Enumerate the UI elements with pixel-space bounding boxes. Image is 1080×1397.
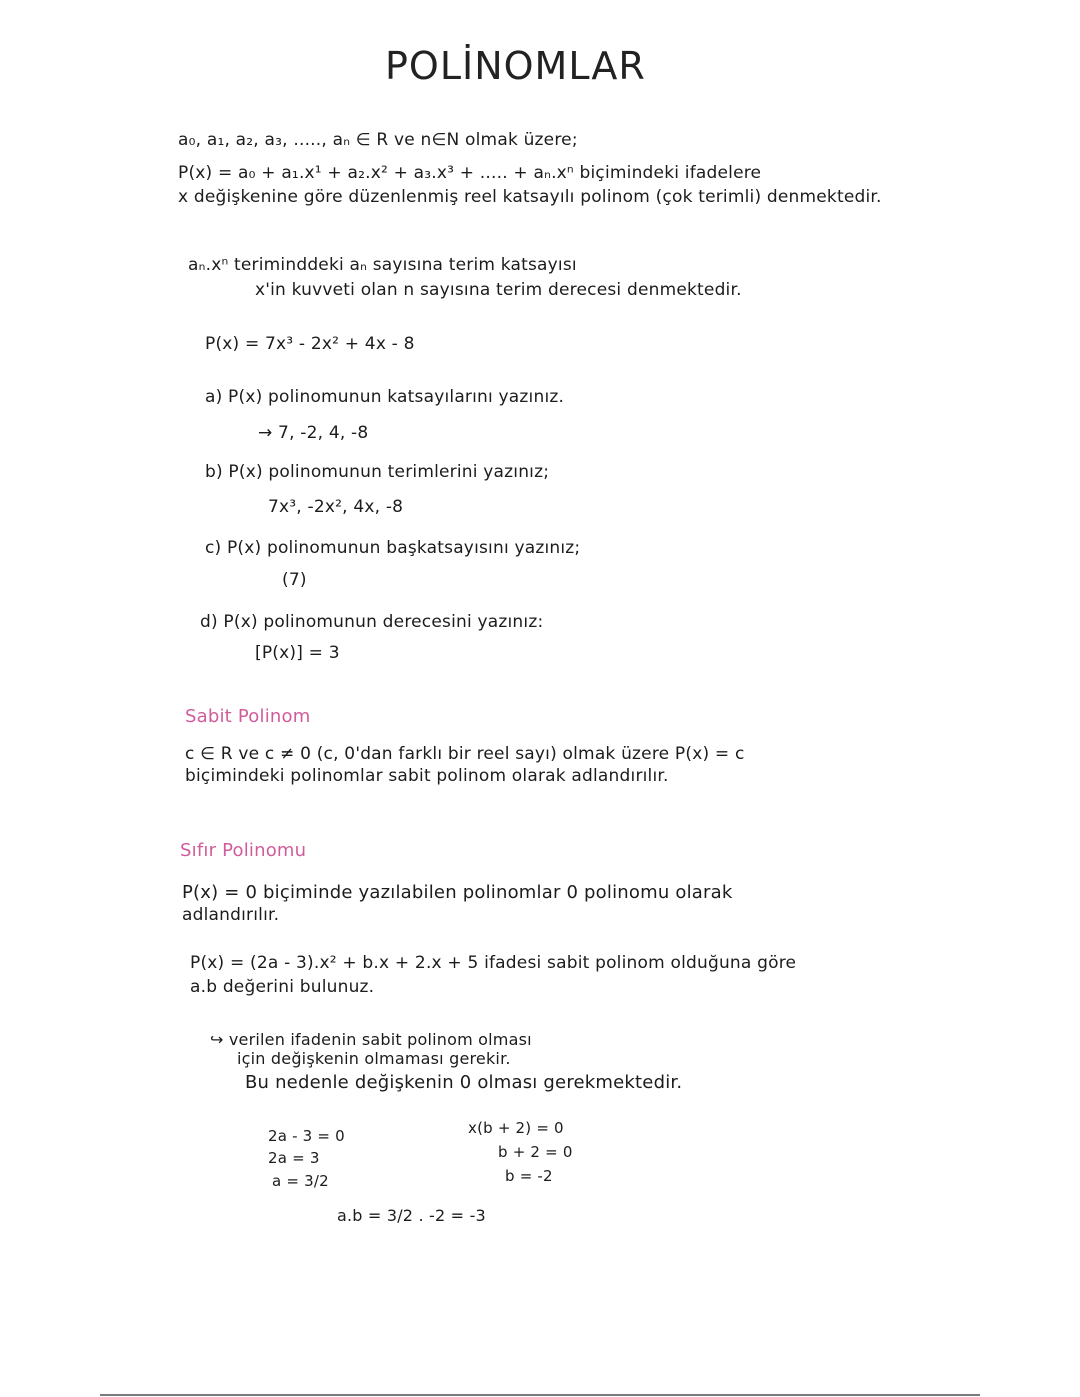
solution-right-1: x(b + 2) = 0 — [468, 1119, 564, 1137]
solution-left-3: a = 3/2 — [272, 1172, 329, 1190]
answer-d: [P(x)] = 3 — [255, 643, 340, 663]
zero-line-2: adlandırılır. — [182, 905, 280, 925]
term-info-line-2: x'in kuvveti olan n sayısına terim derecesi denmektedir. — [255, 280, 742, 300]
solution-left-1: 2a - 3 = 0 — [268, 1127, 345, 1145]
question-d: d) P(x) polinomunun derecesini yazınız: — [200, 612, 544, 632]
solution-result: a.b = 3/2 . -2 = -3 — [337, 1206, 486, 1225]
constant-line-1: c ∈ R ve c ≠ 0 (c, 0'dan farklı bir reel sayı) olmak üzere P(x) = c — [185, 744, 745, 764]
page-bottom-rule — [100, 1394, 980, 1396]
zero-polynomial-heading: Sıfır Polinomu — [180, 840, 307, 861]
solution-right-2: b + 2 = 0 — [498, 1143, 573, 1161]
definition-line-3: x değişkenine göre düzenlenmiş reel katsayılı polinom (çok terimli) denmektedir. — [178, 187, 882, 207]
constant-line-2: biçimindeki polinomlar sabit polinom olarak adlandırılır. — [185, 766, 669, 786]
definition-line-1: a₀, a₁, a₂, a₃, ....., aₙ ∈ R ve n∈N olmak üzere; — [178, 130, 578, 150]
solution-left-2: 2a = 3 — [268, 1149, 320, 1167]
question-b: b) P(x) polinomunun terimlerini yazınız; — [205, 462, 550, 482]
answer-b: 7x³, -2x², 4x, -8 — [268, 497, 404, 517]
problem-line-2: a.b değerini bulunuz. — [190, 977, 375, 997]
solution-line-3: Bu nedenle değişkenin 0 olması gerekmektedir. — [245, 1072, 683, 1093]
term-info-line-1: aₙ.xⁿ teriminddeki aₙ sayısına terim katsayısı — [188, 255, 577, 275]
example-polynomial: P(x) = 7x³ - 2x² + 4x - 8 — [205, 334, 415, 354]
question-a: a) P(x) polinomunun katsayılarını yazınız. — [205, 387, 565, 407]
definition-line-2: P(x) = a₀ + a₁.x¹ + a₂.x² + a₃.x³ + ..... + aₙ.xⁿ biçimindeki ifadelere — [178, 163, 762, 183]
question-c: c) P(x) polinomunun başkatsayısını yazınız; — [205, 538, 581, 558]
solution-line-2: için değişkenin olmaması gerekir. — [237, 1049, 511, 1068]
solution-line-1: ↪ verilen ifadenin sabit polinom olması — [210, 1030, 532, 1049]
constant-polynomial-heading: Sabit Polinom — [185, 706, 311, 727]
page-title: POLİNOMLAR — [385, 44, 646, 88]
zero-line-1: P(x) = 0 biçiminde yazılabilen polinomlar 0 polinomu olarak — [182, 882, 733, 903]
answer-c: (7) — [282, 570, 307, 590]
answer-a: → 7, -2, 4, -8 — [258, 423, 369, 443]
solution-right-3: b = -2 — [505, 1167, 553, 1185]
problem-line-1: P(x) = (2a - 3).x² + b.x + 2.x + 5 ifadesi sabit polinom olduğuna göre — [190, 953, 797, 973]
